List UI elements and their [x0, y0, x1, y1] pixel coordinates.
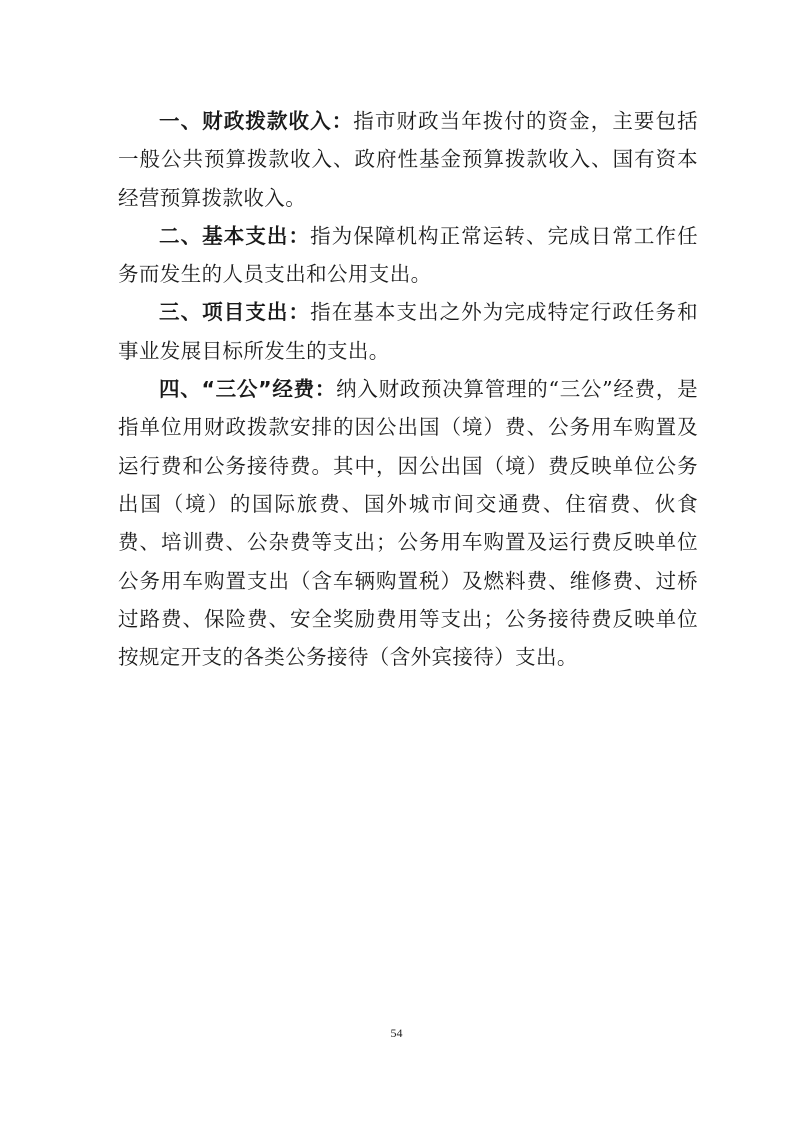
document-body	[118, 102, 698, 676]
term-project-expenditure: 三、项目支出：	[159, 300, 311, 325]
definition-paragraph-basic-expenditure	[118, 217, 698, 294]
definition-text: 纳入财政预决算管理的“三公”经费，是指单位用财政拨款安排的因公出国（境）费、公务用车购置及运行费和公务接待费。其中，因公出国（境）费反映单位公务出国（境）的国际旅费、国外城市间交通费、住宿费、伙食费、培训费、公杂费等支出；公务用车购置及运行费反映单位公务用车购置支出（含车辆购置税）及燃料费、维修费、过桥过路费、保险费、安全奖励费用等支出；公务接待费反映单位按规定开支的各类公务接待（含外宾接待）支出。	[118, 377, 698, 670]
definition-paragraph-project-expenditure	[118, 293, 698, 370]
term-fiscal-appropriation-income: 一、财政拨款收入：	[159, 109, 354, 133]
definition-paragraph-fiscal-appropriation-income	[118, 102, 698, 217]
definition-text: 指在基本支出之外为完成特定行政任务和事业发展目标所发生的支出。	[118, 300, 698, 363]
definition-text: 指为保障机构正常运转、完成日常工作任务而发生的人员支出和公用支出。	[118, 223, 698, 287]
definition-paragraph-three-public-expenses	[118, 370, 698, 676]
page-number: 54	[390, 1026, 403, 1040]
term-basic-expenditure: 二、基本支出：	[159, 223, 311, 248]
term-three-public-expenses: 四、“三公”经费：	[159, 377, 337, 402]
definition-text: 指市财政当年拨付的资金，主要包括一般公共预算拨款收入、政府性基金预算拨款收入、国有资本经营预算拨款收入。	[118, 109, 698, 210]
